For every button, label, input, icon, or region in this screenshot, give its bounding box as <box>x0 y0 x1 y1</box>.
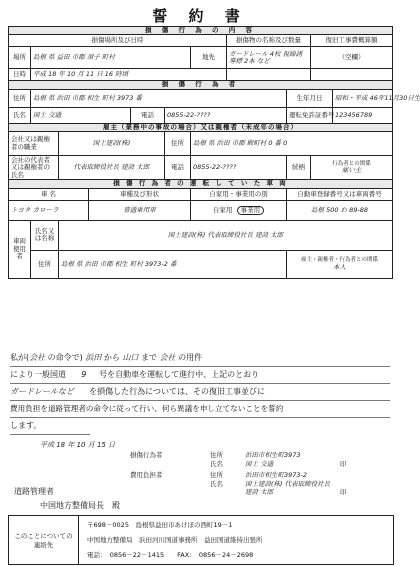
place-suffix: 地先 <box>191 47 227 69</box>
payer-sign-name: 国土建設(株) 代表取締役社長 <box>245 480 331 488</box>
form-title: 誓 約 書 <box>152 7 248 25</box>
employer-phone-value: 0855-22-???? <box>191 156 287 180</box>
contact-postal: 〒698－0025 島根県益田市あけぼの西町19－1 <box>87 521 233 529</box>
payer-seal: 印 <box>340 488 347 496</box>
use-private: 自家用 <box>212 205 233 214</box>
payer-sign-addr: 浜田市相生町3973-2 <box>245 471 308 479</box>
cost-value: （空欄） <box>311 47 393 69</box>
representative-label: 会社の代表者又は親権者の氏名 <box>9 156 59 180</box>
use-business-circled: 事業用 <box>237 206 265 215</box>
form-table <box>8 26 420 279</box>
license-value: 123456789 <box>333 107 393 123</box>
actor-address-label: 住所 <box>9 89 31 107</box>
employer-value: 国土建設(株) <box>59 132 165 156</box>
vehicle-user-name-value: 国土建設(株) 代表取締役社長 建設 太郎 <box>59 220 393 250</box>
contact-box <box>8 515 394 565</box>
birth-label: 生年月日 <box>287 89 333 107</box>
relation-label: 続柄 <box>287 156 311 180</box>
date-value: 平成 18 年 10 月 11 日 16 時頃 <box>31 69 227 81</box>
place-value: 島根 県 益田 市郡 須子 町村 <box>31 47 191 69</box>
representative-value: 代表取締役社長 建設 太郎 <box>59 156 165 180</box>
actor-name-value: 国土 交通 <box>31 107 131 123</box>
body-line-3: ガードレールなど を損傷した行為については、その復旧工事並びに <box>10 386 390 401</box>
vehicle-user-address-value: 島根 県 浜田 市郡 相生 町村 3973-2 番 <box>59 250 287 278</box>
actor-name-label: 氏名 <box>9 107 31 123</box>
actor-phone-label: 電話 <box>131 107 165 123</box>
birth-value: 昭和・平成 46年11月30日生 <box>333 89 393 107</box>
date-label: 日時 <box>9 69 31 81</box>
place-date-header: 損傷場所及び日時 <box>9 35 227 47</box>
car-type-value: 普通乗用車 <box>89 200 191 220</box>
vehicle-user-address-label: 住所 <box>31 250 59 278</box>
contact-office: 中国地方整備局 浜田河川国道事務所 益田国道維持出張所 <box>87 536 263 544</box>
section2-header: 損 傷 行 為 者 <box>9 81 393 89</box>
vehicle-user-relation-label: 雇主・親権者・行為者との関係 <box>301 257 379 264</box>
license-label: 運転免許証番号 <box>287 107 333 123</box>
addressee-line-1: 道路管理者 <box>14 487 54 496</box>
contact-phone: 電話： 0856－22－1415 FAX： 0856－24－2698 <box>87 551 254 559</box>
payer-sign-name-label: 氏名 <box>210 480 223 488</box>
actor-sign-addr: 浜田市相生町3973 <box>245 451 301 459</box>
car-name-header: 車 名 <box>9 188 89 200</box>
car-plate-header: 自動車登録番号又は車両番号 <box>287 188 393 200</box>
section3-header: 雇主（業務中の事故の場合）又は親権者（未成年の場合） <box>9 123 393 131</box>
body-line-5: します。 <box>10 420 90 435</box>
addressee-line-2: 中国地方整備局長 殿 <box>40 501 120 510</box>
facility-value: ガードレール 4枚 視線誘導標 2本 など <box>227 47 311 69</box>
section1-header: 損 傷 行 為 の 内 容 <box>9 27 393 35</box>
relation-value: 雇い主 <box>341 166 362 175</box>
employer-address-label: 住所 <box>165 132 191 156</box>
body-line-1: 私が(会社 の命令で) 浜田 から 山口 まで 会社 の用件 <box>10 352 390 367</box>
place-label: 場所 <box>9 47 31 69</box>
car-use-header: 自家用・事業用の別 <box>191 188 287 200</box>
pledge-date: 平成 18 年 10 月 15 日 <box>40 441 116 449</box>
vehicle-user-label: 車両使用者 <box>9 220 31 278</box>
vehicle-user-name-label: 氏名又は名称 <box>31 220 59 250</box>
car-name-value: トヨタ カローラ <box>9 200 89 220</box>
employer-address-value: 島根 県 浜田 市郡 殿町村 0 番 0 <box>191 132 393 156</box>
payer-sign-addr-label: 住所 <box>210 471 223 479</box>
actor-sign-addr-label: 住所 <box>210 451 223 459</box>
body-line-4: 費用負担を道路管理者の命令に従って行い、何ら異議を申し立てないことを誓約 <box>10 403 390 418</box>
actor-sign-name: 国土 交通 <box>245 460 274 468</box>
vehicle-user-relation-value: 本人 <box>333 262 346 271</box>
payer-sign-label: 費用負担者 <box>130 471 163 479</box>
actor-sign-name-label: 氏名 <box>210 460 223 468</box>
employer-label: 会社又は親権者の職業 <box>9 132 59 156</box>
actor-address-value: 島根 県 浜田 市郡 相生 町村 3973 番 <box>31 89 287 107</box>
actor-phone-value: 0855-22-???? <box>165 107 287 123</box>
facility-header: 損傷物の名称及び数量 <box>227 35 311 47</box>
actor-sign-label: 損傷行為者 <box>130 451 163 459</box>
car-plate-value: 島根 500 わ 89-88 <box>287 200 393 220</box>
actor-seal: 印 <box>340 460 347 468</box>
cost-header: 復旧工事費概算額 <box>311 35 393 47</box>
section4-header: 損 傷 行 為 者 の 運 転 し て い た 車 両 <box>9 180 393 188</box>
body-line-2: により一般国道 9 号を自動車を運転して進行中、上記のとおり <box>10 369 390 384</box>
employer-phone-label: 電話 <box>165 156 191 180</box>
relation-note: 行為者との関係 <box>332 161 371 168</box>
contact-label: このことについての連絡先 <box>9 516 79 564</box>
payer-sign-name2: 建設 太郎 <box>245 488 274 496</box>
car-type-header: 車種及び形状 <box>89 188 191 200</box>
